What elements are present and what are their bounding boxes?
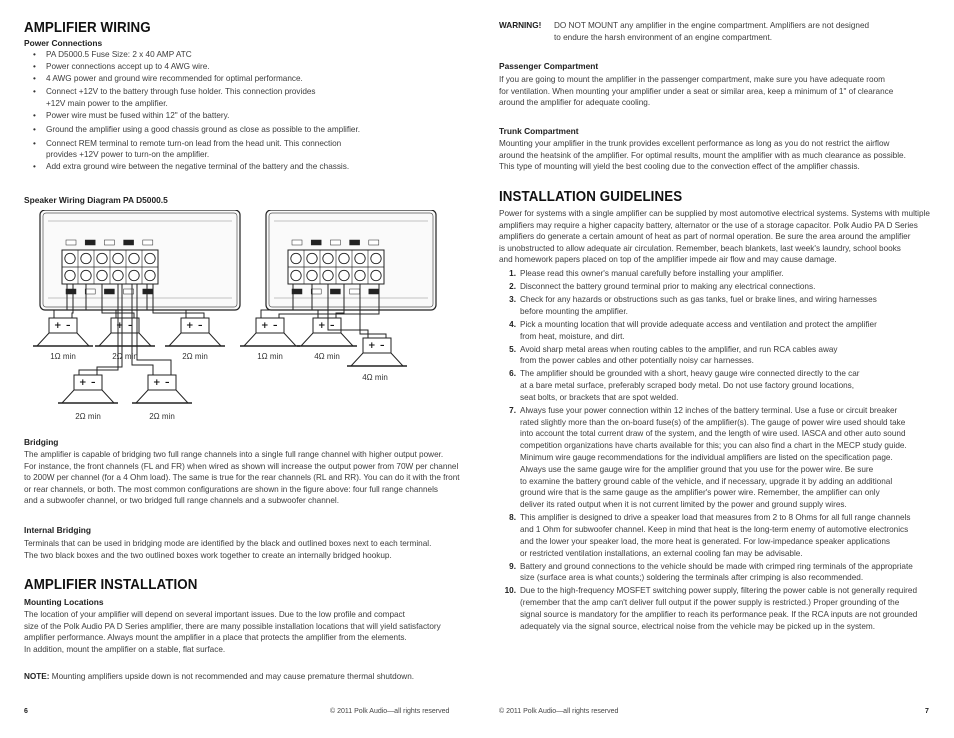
speaker-left-5-minus: – [165, 378, 170, 388]
speaker-right-2-cone [301, 333, 353, 346]
text-line: Battery and ground connections to the vehicle should be made with crimped ring terminals of the appropriate [520, 561, 913, 571]
text-line: Minimum wire gauge recommendations for the individual amplifiers are listed on the specification page. [520, 453, 893, 463]
text-line: provides +12V power to turn-on the amplifier. [46, 150, 210, 160]
footer-left: © 2011 Polk Audio—all rights reserved [330, 708, 450, 715]
speaker-right-3-plus: + [368, 341, 376, 351]
note-text: Mounting amplifiers upside down is not recommended and may cause premature thermal shutdown. [51, 672, 415, 681]
speaker-right-2-minus: – [330, 321, 335, 331]
speaker-diagram-heading: Speaker Wiring Diagram PA D5000.5 [24, 195, 168, 205]
text-line: amplifiers may require a higher capacity battery, alternator or the use of a storage capacitor. Polk Audio PA D Series [499, 220, 918, 230]
footer-right: © 2011 Polk Audio—all rights reserved [499, 708, 619, 715]
text-line: and the lower your speaker load, the more heat is generated. For low-impedance speaker applications [520, 536, 891, 546]
text-line: to endure the harsh environment of an engine compartment. [554, 32, 773, 42]
text-line: signal source is mandatory for the amplifier to reach its performance peak. If the RCA inputs are not grounded [520, 610, 918, 619]
step-number: 9. [509, 561, 516, 571]
list-item [24, 110, 444, 122]
amplifier-left-marker [104, 240, 114, 245]
speaker-wiring-diagram [30, 210, 440, 430]
text-line: • Add extra ground wire between the negative terminal of the battery and the chassis. [46, 162, 350, 172]
speaker-left-1-minus: – [66, 321, 71, 331]
amplifier-left-marker [104, 289, 114, 294]
text-line: • PA D5000.5 Fuse Size: 2 x 40 AMP ATC [46, 50, 192, 59]
list-item [24, 49, 444, 61]
text-line: The amplifier is capable of bridging two full range channels into a single full range channel with higher output power. [24, 450, 444, 459]
step-number: 4. [509, 319, 516, 329]
text-line: • 4 AWG power and ground wire recommended for optimal performance. [46, 73, 303, 83]
text-line: Always use the same gauge wire for the amplifier ground that you use for the power wire. Be sure [520, 464, 874, 474]
text-line: rated slightly more than the on-board fuse(s) of the amplifier(s). The gauge of power wire used should take [520, 417, 906, 427]
list-item [499, 368, 917, 403]
list-item [499, 268, 917, 280]
text-line: to examine the battery ground cable of the vehicle, and if necessary, upgrade it by adding an additional [520, 476, 893, 486]
amplifier-left-terminal-screw [97, 253, 107, 263]
amplifier-left-marker [143, 240, 153, 245]
page-number-left: 6 [24, 708, 28, 715]
text-line: Due to the high-frequency MOSFET switching power supply, filtering the power cable is not generally required [520, 586, 917, 596]
mounting-locations-text [24, 609, 441, 655]
speaker-left-5-plus: + [153, 378, 161, 388]
power-connections-list [24, 49, 444, 173]
amplifier-right-marker [311, 240, 321, 245]
text-line: and a subwoofer channel, or two bridged full range channels and a subwoofer channel. [24, 496, 339, 506]
amplifier-right-terminal-screw [371, 270, 381, 280]
text-line: amplifier performance. Always mount the amplifier in a place that protects the amplifier from the elements. [24, 633, 407, 643]
amplifier-left-terminal-screw [65, 270, 75, 280]
text-line: This amplifier is designed to drive a speaker load that measures from 2 to 8 Ohms for all full range channels [520, 513, 911, 523]
list-item [24, 124, 444, 136]
text-line: or rear channels, or both. The most common configurations are shown in the figure above: four full range channels [24, 484, 439, 494]
amplifier-left-terminal-screw [129, 253, 139, 263]
text-line: For instance, the front channels (FL and FR) when wired as shown will increase the output power from 70W per channel [24, 461, 459, 471]
text-line: Avoid sharp metal areas when routing cables to the amplifier, and run RCA cables away [520, 344, 838, 354]
amplifier-right-marker [369, 289, 379, 294]
text-line: The location of your amplifier will depend on several important issues. Due to the low profile and compact [24, 610, 405, 619]
speaker-left-2-plus: + [116, 321, 124, 331]
step-number: 7. [509, 405, 516, 415]
amplifier-right-marker [350, 289, 360, 294]
amplifier-left-terminal-screw [81, 253, 91, 263]
amplifier-right-marker [330, 289, 340, 294]
amplifier-left-marker [124, 240, 134, 245]
warning-label: WARNING! [499, 21, 542, 30]
list-item [499, 294, 917, 318]
list-item [499, 281, 917, 293]
amplifier-right-terminal-screw [339, 253, 349, 263]
step-number: 6. [509, 369, 516, 379]
text-line: or restricted ventilation installations, an external cooling fan may be advisable. [520, 548, 803, 558]
text-line: In addition, mount the amplifier on a stable, flat surface. [24, 644, 226, 654]
text-line: seat bolts, or brackets that are spot welded. [520, 392, 679, 402]
step-number: 1. [509, 269, 516, 278]
text-line: • Connect REM terminal to remote turn-on lead from the head unit. This connection [46, 138, 342, 148]
amplifier-left-marker [143, 289, 153, 294]
text-line: to 200W per channel (for a 4 Ohm load). The same is true for the rear channels (RL and RR). You can do it with the front [24, 473, 460, 483]
text-line: • Ground the amplifier using a good chassis ground as close as possible to the amplifier. [46, 124, 361, 134]
installation-steps-list [499, 268, 917, 634]
step-number: 2. [509, 281, 516, 291]
installation-guidelines-intro [499, 208, 930, 266]
text-line: before mounting the amplifier. [520, 306, 628, 316]
amplifier-right-marker [350, 240, 360, 245]
warning-text [554, 20, 869, 43]
text-line: from the power cables and other potentially noisy car harnesses. [520, 356, 754, 366]
text-line: adequately via the signal source, electrical noise from the vehicle may be picked up in the system. [520, 621, 875, 631]
amplifier-right-terminal-screw [371, 253, 381, 263]
internal-bridging-heading: Internal Bridging [24, 525, 91, 535]
text-line: at a bare metal surface, preferably scraped body metal. Do not use factory ground locations, [520, 381, 855, 391]
amplifier-right-marker [311, 289, 321, 294]
text-line: and 1 Ohm for subwoofer channel. Keep in mind that heat is the long-term enemy of automotive electronics [520, 525, 909, 535]
trunk-compartment-heading: Trunk Compartment [499, 126, 579, 136]
speaker-left-4-minus: – [91, 378, 96, 388]
text-line: Check for any hazards or obstructions such as gas tanks, fuel or brake lines, and wiring harnesses [520, 294, 877, 304]
text-line: ground wire that is the same gauge as the amplifier's power wire. Remember, the amplifier can only [520, 488, 880, 498]
impedance-label: 2Ω min [75, 412, 101, 421]
text-line: Mounting your amplifier in the trunk provides excellent performance as long as you do not restrict the airflow [499, 139, 890, 148]
text-line: around the heatsink of the amplifier. For optimal results, mount the amplifier with as much clearance as possible. [499, 150, 906, 160]
text-line: DO NOT MOUNT any amplifier in the engine compartment. Amplifiers are not designed [554, 21, 870, 30]
list-item [499, 561, 917, 585]
text-line: around the amplifier for adequate cooling. [499, 98, 651, 108]
step-number: 10. [504, 586, 516, 596]
speaker-left-4-plus: + [79, 378, 87, 388]
text-line: size (surface area is what counts;) soldering the terminals after crimping is also recommended. [520, 573, 864, 583]
text-line: and homework papers placed on top of the amplifier impede air flow and may cause damage. [499, 255, 837, 265]
list-item [499, 344, 917, 368]
list-item [499, 512, 917, 559]
text-line: Please read this owner's manual carefully before installing your amplifier. [520, 269, 784, 278]
text-line: Terminals that can be used in bridging mode are identified by the black and outlined boxes next to each terminal. [24, 539, 432, 548]
impedance-label: 4Ω min [362, 373, 388, 382]
speaker-left-2-cone [99, 333, 151, 346]
text-line: amplifiers do generate a certain amount of heat as part of normal operation. Be sure the area around the amplifier [499, 232, 911, 242]
amplifier-right-terminal-screw [291, 270, 301, 280]
speaker-right-1-plus: + [261, 321, 269, 331]
text-line: competition organizations have charts available for this; you can also find a chart in the MECP study guide. [520, 441, 907, 451]
text-line: +12V main power to the amplifier. [46, 99, 168, 109]
amplifier-right-terminal-screw [323, 270, 333, 280]
text-line: (remember that the amp can't deliver full output if the power supply is restricted.) Proper grounding of the [520, 598, 900, 608]
text-line: • Power connections accept up to 4 AWG wire. [46, 61, 210, 71]
impedance-label: 2Ω min [112, 352, 138, 361]
list-item [499, 585, 917, 632]
step-number: 3. [509, 294, 516, 304]
impedance-label: 1Ω min [257, 352, 283, 361]
amplifier-left-marker [66, 240, 76, 245]
text-line: deliver its rated output when it is not current limited by the power and ground supply wires. [520, 500, 847, 510]
speaker-left-2-minus: – [128, 321, 133, 331]
list-item [24, 138, 444, 162]
text-line: is unobstructed to allow adequate air circulation. Remember, beach blankets, last week's laundry, school books [499, 243, 901, 253]
text-line: If you are going to mount the amplifier in the passenger compartment, make sure you have adequate room [499, 75, 885, 84]
impedance-label: 2Ω min [149, 412, 175, 421]
speaker-right-2-plus: + [318, 321, 326, 331]
speaker-left-3-cone [169, 333, 221, 346]
speaker-left-1-plus: + [54, 321, 62, 331]
bridging-text [24, 449, 460, 507]
bridging-heading: Bridging [24, 437, 59, 447]
passenger-compartment-text [499, 74, 893, 109]
amplifier-left-terminal-screw [145, 253, 155, 263]
text-line: The amplifier should be grounded with a short, heavy gauge wire connected directly to the car [520, 369, 860, 379]
speaker-left-3-plus: + [186, 321, 194, 331]
list-item [24, 86, 444, 110]
amplifier-left-marker [85, 240, 95, 245]
amplifier-left-terminal-screw [81, 270, 91, 280]
list-item [24, 73, 444, 85]
installation-guidelines-title: INSTALLATION GUIDELINES [499, 189, 683, 205]
step-number: 8. [509, 513, 516, 523]
speaker-left-1-cone [37, 333, 89, 346]
list-item [499, 319, 917, 343]
amplifier-right-marker [330, 240, 340, 245]
impedance-label: 2Ω min [182, 352, 208, 361]
text-line: Always fuse your power connection within 12 inches of the battery terminal. Use a fuse or circuit breaker [520, 405, 898, 415]
page-number-right: 7 [925, 708, 929, 715]
power-connections-heading: Power Connections [24, 38, 103, 48]
amplifier-installation-title: AMPLIFIER INSTALLATION [24, 577, 198, 593]
speaker-left-4-cone [62, 390, 114, 403]
amplifier-left-terminal-screw [113, 270, 123, 280]
amplifier-wiring-title: AMPLIFIER WIRING [24, 20, 151, 36]
text-line: into account the total current draw of the system, and the length of wire used. IASCA and other auto sound [520, 429, 906, 439]
list-item [499, 405, 917, 511]
text-line: for ventilation. When mounting your amplifier under a seat or similar area, keep a minimum of 1" of clearance [499, 86, 894, 96]
amplifier-right-terminal-screw [323, 253, 333, 263]
amplifier-left-terminal-screw [129, 270, 139, 280]
speaker-right-1-minus: – [273, 321, 278, 331]
trunk-compartment-text [499, 138, 906, 173]
text-line: • Power wire must be fused within 12" of the battery. [46, 110, 230, 120]
mounting-locations-heading: Mounting Locations [24, 597, 104, 607]
amplifier-left-terminal-screw [145, 270, 155, 280]
impedance-label: 1Ω min [50, 352, 76, 361]
list-item [24, 61, 444, 73]
step-number: 5. [509, 344, 516, 354]
amplifier-right-terminal-screw [355, 270, 365, 280]
amplifier-right-terminal-screw [307, 270, 317, 280]
text-line: from heat, moisture, and dirt. [520, 331, 625, 341]
amplifier-right-terminal-screw [307, 253, 317, 263]
note-label: NOTE: [24, 672, 50, 681]
speaker-right-1-cone [244, 333, 296, 346]
text-line: The two black boxes and the two outlined boxes work together to create an internally bridged hookup. [24, 550, 392, 560]
amplifier-right-marker [292, 240, 302, 245]
text-line: size of the Polk Audio PA D Series amplifier, there are many possible installation locations that will yield satisfactory [24, 621, 441, 631]
text-line: Pick a mounting location that will provide adequate access and ventilation and protect the amplifier [520, 319, 877, 329]
amplifier-left-terminal-screw [97, 270, 107, 280]
amplifier-right-terminal-screw [339, 270, 349, 280]
speaker-right-3-minus: – [380, 341, 385, 351]
list-item [24, 161, 444, 173]
amplifier-right-terminal-screw [355, 253, 365, 263]
internal-bridging-text [24, 538, 431, 561]
amplifier-left-terminal-screw [65, 253, 75, 263]
speaker-left-5-cone [136, 390, 188, 403]
impedance-label: 4Ω min [314, 352, 340, 361]
amplifier-left-marker [85, 289, 95, 294]
speaker-right-3-cone [351, 353, 403, 366]
amplifier-left-terminal-screw [113, 253, 123, 263]
speaker-left-3-minus: – [198, 321, 203, 331]
amplifier-right-marker [369, 240, 379, 245]
text-line: Disconnect the battery ground terminal prior to making any electrical connections. [520, 281, 816, 291]
amplifier-right-terminal-screw [291, 253, 301, 263]
text-line: This type of mounting will yield the best cooling due to the convection effect of the amplifier chassis. [499, 162, 860, 172]
passenger-compartment-heading: Passenger Compartment [499, 61, 599, 71]
text-line: • Connect +12V to the battery through fuse holder. This connection provides [46, 87, 316, 97]
text-line: Power for systems with a single amplifier can be supplied by most automotive electrical systems. Systems with multiple [499, 209, 930, 218]
mounting-note [24, 671, 414, 683]
